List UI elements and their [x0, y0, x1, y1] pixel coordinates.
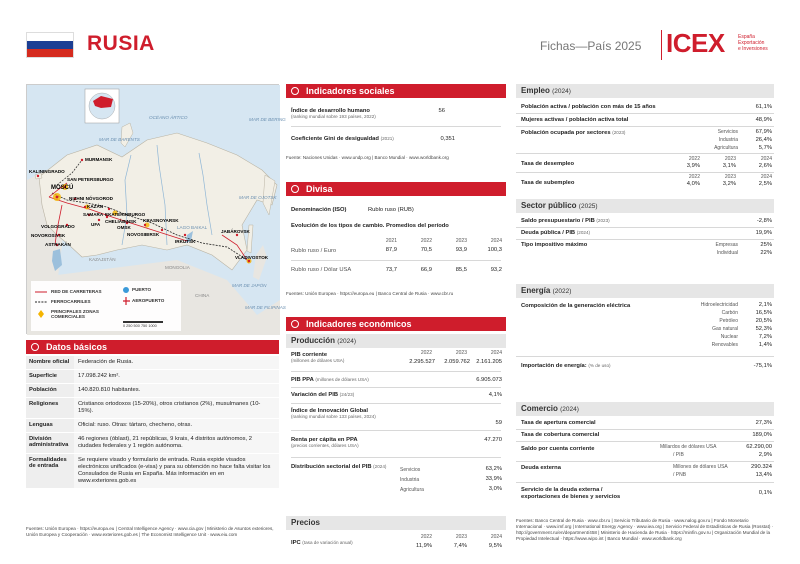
servicio-label: Servicio de la deuda externa / exportaciones de bienes y servicios: [521, 487, 621, 500]
energy-source-name: Petróleo: [719, 318, 738, 324]
var-value: 4,1%: [488, 392, 502, 398]
series-title: Fichas—País 2025: [540, 39, 642, 53]
rub-eur-value: 87,9: [385, 247, 397, 253]
map-label-baikal: LAGO BAIKAL: [177, 225, 208, 230]
rub-usd-value: 66,9: [420, 267, 432, 273]
table-row: Población 140.820.810 habitantes.: [26, 384, 279, 398]
section-indicadores-sociales: Indicadores sociales: [286, 84, 506, 98]
year-header: 2023: [455, 350, 467, 356]
map-label-astrakan: ASTRAKÁN: [45, 242, 71, 247]
russia-flag: [26, 32, 74, 58]
sector-value: 63,2%: [485, 466, 502, 472]
desempleo-value: 2,6%: [758, 163, 772, 169]
rub-eur-value: 100,3: [487, 247, 502, 253]
pib-label: PIB corriente (millones de dólares USA): [291, 352, 345, 363]
social-source: Fuente: Naciones Unidas · www.undp.org | Banco Mundial · www.worldbank.org: [286, 155, 449, 160]
table-row: Formalidades de entrada Se requiere visado y formulario de entrada. Rusia expide visados electrónicos unificados (e-visa) y para su obtención no hace falta visitar los Consulados de Rusia en España. Más información en en www.exteriores.gob.es: [26, 454, 279, 489]
icex-logo-subtitle: España Exportación e Inversiones: [738, 34, 768, 52]
page-header: [0, 0, 800, 75]
energy-source-value: 52,3%: [755, 326, 772, 332]
energy-source-value: 16,5%: [755, 310, 772, 316]
tipo-name: Empresas: [715, 242, 738, 248]
import-value: -75,1%: [753, 363, 772, 369]
year-header: 2023: [455, 534, 467, 540]
comercio-header: Comercio (2024): [516, 402, 774, 416]
chart-icon: [291, 320, 299, 328]
icex-logo: ICEX: [666, 28, 725, 58]
energy-source-value: 2,1%: [758, 302, 772, 308]
ocup-sector-name: Agricultura: [714, 145, 738, 151]
right-source: Fuentes: Banco Central de Rusia · www.cbr.ru | Servicio Tributario de Rusia · www.nalog.gov.ru | Fondo Monetario Internacional · www.imf.org | International Energy Agency · www.iea.org | Servicio Federal de Estadísticas de Rusia (Rosstat) · http://government.ru/en/department/458 | Ministerio de Hacienda de Rusia · https://minfin.gov.ru | Organización Mundial de la Propiedad Intelectual · https://www.wipo.int | Banco Mundial · www.worldbank.org: [516, 518, 774, 541]
map-label-omsk: OMSK: [117, 225, 131, 230]
desempleo-label: Tasa de desempleo: [521, 161, 575, 167]
empleo-header: Empleo (2024): [516, 84, 774, 98]
ocup-label: Población ocupada por sectores (2023): [521, 130, 626, 136]
sector-name: Industria: [400, 477, 420, 483]
year-header: 2022: [420, 534, 432, 540]
ocup-sector-value: 5,7%: [758, 145, 772, 151]
energy-source-value: 20,5%: [755, 318, 772, 324]
legend-railways: FERROCARRILES: [51, 299, 91, 304]
ipc-label: IPC (tasa de variación anual): [291, 540, 353, 546]
currency-icon: [291, 185, 299, 193]
cobertura-label: Tasa de cobertura comercial: [521, 432, 600, 438]
energy-source-value: 7,2%: [758, 334, 772, 340]
year-header: 2024: [490, 534, 502, 540]
servicio-value: 0,1%: [758, 490, 772, 496]
subempleo-value: 3,2%: [722, 181, 736, 187]
saldo-label: Saldo presupuestario / PIB (2023): [521, 218, 610, 224]
deuda-unit: Millones de dólares USA: [673, 464, 728, 470]
map-label-moscu: MOSCÚ: [51, 185, 74, 191]
legend-roads: RED DE CARRETERAS: [51, 289, 102, 294]
logo-divider: [661, 30, 662, 60]
rub-usd-value: 85,5: [455, 267, 467, 273]
map-label-novosibirsk: NOVOSIBIRSK: [127, 232, 160, 237]
divisa-evol-label: Evolución de los tipos de cambio. Promedios del período: [291, 223, 449, 229]
tipo-name: Individual: [716, 250, 738, 256]
sector-value: 33,9%: [485, 476, 502, 482]
table-row: División administrativa 46 regiones (óblast), 21 repúblicas, 9 krais, 4 distritos autónomos, 2 ciudades federales y 1 región autónoma.: [26, 433, 279, 454]
idh-label: Índice de desarrollo humano (ranking mundial sobre 193 países, 2022): [291, 108, 376, 119]
innov-label: Índice de Innovación Global (ranking mundial sobre 133 países, 2024): [291, 408, 376, 419]
renta-value: 47.270: [484, 437, 502, 443]
map-label-kazajstan: KAZAJSTÁN: [89, 257, 116, 262]
tipo-value: 22%: [760, 250, 772, 256]
innov-value: 59: [495, 420, 502, 426]
desempleo-value: 3,9%: [686, 163, 700, 169]
pib-value: 2.295.527: [409, 359, 435, 365]
energy-source-name: Carbón: [721, 310, 738, 316]
empleo-mujeres-value: 48,9%: [755, 117, 772, 123]
legend-port: PUERTO: [132, 287, 152, 292]
basic-data-table: [26, 356, 279, 489]
basic-source: Fuentes: Unión Europea · https://europa.eu | Central Intelligence Agency · www.cia.gov | Ministerio de Asuntos exteriores, Unión Europea y Cooperación · www.exteriores.gob.es | The Economist Intelligence Unit · www.eiu.com: [26, 526, 274, 537]
energy-source-value: 1,4%: [758, 342, 772, 348]
empleo-activa-value: 61,1%: [755, 104, 772, 110]
energy-source-name: Nuclear: [720, 334, 738, 340]
subempleo-value: 2,5%: [758, 181, 772, 187]
ipc-value: 9,5%: [488, 543, 502, 549]
year-header: 2022: [420, 350, 432, 356]
map-label-china: CHINA: [195, 293, 210, 298]
year-header: 2022: [420, 238, 432, 244]
gini-value: 0,351: [440, 136, 455, 142]
year-header: 2024: [490, 350, 502, 356]
saldo-pib-value: 2,9%: [758, 452, 772, 458]
subempleo-label: Tasa de subempleo: [521, 180, 575, 186]
legend-zones: PRINCIPALES ZONAS COMERCIALES: [51, 309, 99, 319]
rub-eur-label: Rublo ruso / Euro: [291, 248, 337, 254]
map-label-kazan: KAZÁN: [87, 204, 104, 209]
map-label-chelyabinsk: CHELIÁBINSK: [105, 219, 137, 224]
desempleo-value: 3,1%: [722, 163, 736, 169]
year-header: 2024: [490, 238, 502, 244]
section-indicadores-economicos: Indicadores económicos: [286, 317, 506, 331]
import-label: Importación de energía: (% de uso): [521, 363, 611, 369]
map-label-barents: MAR DE BARENTS: [99, 137, 140, 142]
saldo-unit: Millardos de dólares USA: [660, 444, 717, 450]
ocup-sector-value: 67,9%: [755, 129, 772, 135]
divisa-denom-label: Denominación (ISO): [291, 207, 347, 213]
idh-value: 56: [438, 108, 445, 114]
rub-usd-value: 93,2: [490, 267, 502, 273]
energy-source-name: Gas natural: [712, 326, 738, 332]
deuda-pnb-value: 13,4%: [755, 472, 772, 478]
ipc-value: 11,9%: [415, 543, 432, 549]
table-row: Superficie 17.098.242 km².: [26, 370, 279, 384]
table-row: Nombre oficial Federación de Rusia.: [26, 356, 279, 370]
map-label-ufa: UFA: [91, 222, 101, 227]
gini-label: Coeficiente Gini de desigualdad (2021): [291, 136, 394, 142]
sector-name: Agricultura: [400, 487, 424, 493]
map-label-mongolia: MONGOLIA: [165, 265, 190, 270]
sector-value: 3,0%: [488, 486, 502, 492]
energy-source-name: Renovables: [711, 342, 738, 348]
map-label-samara: SAMARA: [83, 212, 104, 217]
year-header: 2023: [455, 238, 467, 244]
deuda-usd-value: 290.324: [751, 464, 772, 470]
energy-source-name: Hidroelectricidad: [700, 302, 738, 308]
deuda-unit: / PNB: [673, 472, 687, 478]
subempleo-value: 4,0%: [686, 181, 700, 187]
saldo-usd-value: 62.290,00: [746, 444, 772, 450]
var-label: Variación del PIB (24/23): [291, 392, 355, 398]
produccion-header: Producción (2024): [286, 334, 506, 348]
deuda-externa-label: Deuda externa: [521, 465, 561, 471]
saldo-unit: / PIB: [673, 452, 684, 458]
year-header: 2024: [760, 156, 772, 162]
saldo-value: -2,8%: [756, 218, 772, 224]
table-row: Religiones Cristianos ortodoxos (15-20%), otros cristianos (2%), musulmanes (10-15%).: [26, 398, 279, 419]
rub-eur-value: 70,5: [420, 247, 432, 253]
apertura-label: Tasa de apertura comercial: [521, 420, 596, 426]
deuda-publica-value: 19,9%: [755, 230, 772, 236]
section-datos-basicos: Datos básicos: [26, 340, 279, 354]
divisa-source: Fuentes: Unión Europea · https://europa.eu | Banco Central de Rusia · www.cbr.ru: [286, 291, 454, 296]
map-label-bering: MAR DE BERING: [249, 117, 286, 122]
map-label-japon: MAR DE JAPÓN: [232, 283, 267, 288]
map-label-vladivostok: VLADIVOSTOK: [235, 255, 269, 260]
map-label-volgogrado: VOLGOGRADO: [41, 224, 75, 229]
legend-airport: AEROPUERTO: [132, 298, 165, 303]
map-label-novorossiysk: NOVOROSIYSK: [31, 233, 66, 238]
ocup-sector-name: Industria: [718, 137, 738, 143]
ocup-sector-value: 26,4%: [755, 137, 772, 143]
sector-publico-header: Sector público (2025): [516, 199, 774, 213]
info-icon: [31, 343, 39, 351]
map-label-ekaterinburgo: EKATERINBURGO: [105, 212, 146, 217]
renta-label: Renta per cápita en PPA (precios corrientes, dólares USA): [291, 437, 359, 448]
year-header: 2022: [688, 174, 700, 180]
year-header: 2024: [760, 174, 772, 180]
country-title: RUSIA: [87, 32, 155, 55]
ppa-label: PIB PPA (millones de dólares USA): [291, 377, 369, 383]
rub-usd-label: Rublo ruso / Dólar USA: [291, 267, 352, 273]
map-label-irkutsk: IRKUTSK: [175, 239, 196, 244]
cuenta-corriente-label: Saldo por cuenta corriente: [521, 446, 595, 452]
map-label-ojotsk: MAR DE OJOTSK: [239, 195, 277, 200]
map-label-filipinas: MAR DE FILIPINAS: [245, 305, 286, 310]
sect-label: Distribución sectorial del PIB (2024): [291, 464, 387, 470]
pib-value: 2.059.762: [444, 359, 470, 365]
pib-value: 2.161.205: [476, 359, 502, 365]
rub-usd-value: 73,7: [385, 267, 397, 273]
ipc-value: 7,4%: [453, 543, 467, 549]
precios-header: Precios: [286, 516, 506, 530]
tipo-value: 25%: [760, 242, 772, 248]
map-label-krasnoyarsk: KRASNOYARSK: [143, 218, 179, 223]
empleo-activa-label: Población activa / población con más de 15 años: [521, 104, 656, 110]
year-header: 2023: [724, 174, 736, 180]
deuda-publica-label: Deuda pública / PIB (2024): [521, 230, 591, 236]
map-label-nizhny: NIZHNI NÓVGOROD: [69, 196, 113, 201]
map-label-ocean: OCÉANO ÁRTICO: [149, 115, 188, 120]
map-label-khabarovsk: JABÁROVSK: [221, 229, 250, 234]
cobertura-value: 189,0%: [752, 432, 772, 438]
year-header: 2022: [688, 156, 700, 162]
comp-label: Composición de la generación eléctrica: [521, 303, 631, 309]
empleo-mujeres-label: Mujeres activas / población activa total: [521, 117, 629, 123]
apertura-value: 27,3%: [755, 420, 772, 426]
table-row: Lenguas Oficial: ruso. Otras: tártaro, checheno, otras.: [26, 419, 279, 433]
divisa-denom-value: Rublo ruso (RUB): [368, 207, 414, 213]
energia-header: Energía (2022): [516, 284, 774, 298]
tipo-label: Tipo impositivo máximo: [521, 242, 588, 248]
ppa-value: 6.905.073: [476, 377, 502, 383]
sector-name: Servicios: [400, 467, 421, 473]
map-label-kaliningrado: KALININGRADO: [29, 169, 65, 174]
year-header: 2023: [724, 156, 736, 162]
section-divisa: Divisa: [286, 182, 506, 196]
people-icon: [291, 87, 299, 95]
map-label-murmansk: MURMANSK: [85, 157, 113, 162]
ocup-sector-name: Servicios: [717, 129, 738, 135]
rub-eur-value: 93,9: [455, 247, 467, 253]
year-header: 2021: [385, 238, 397, 244]
russia-map: [26, 84, 286, 334]
map-label-sanpetersburgo: SAN PETERSBURGO: [67, 177, 114, 182]
map-scale: 0 250 500 750 1000: [123, 324, 157, 328]
